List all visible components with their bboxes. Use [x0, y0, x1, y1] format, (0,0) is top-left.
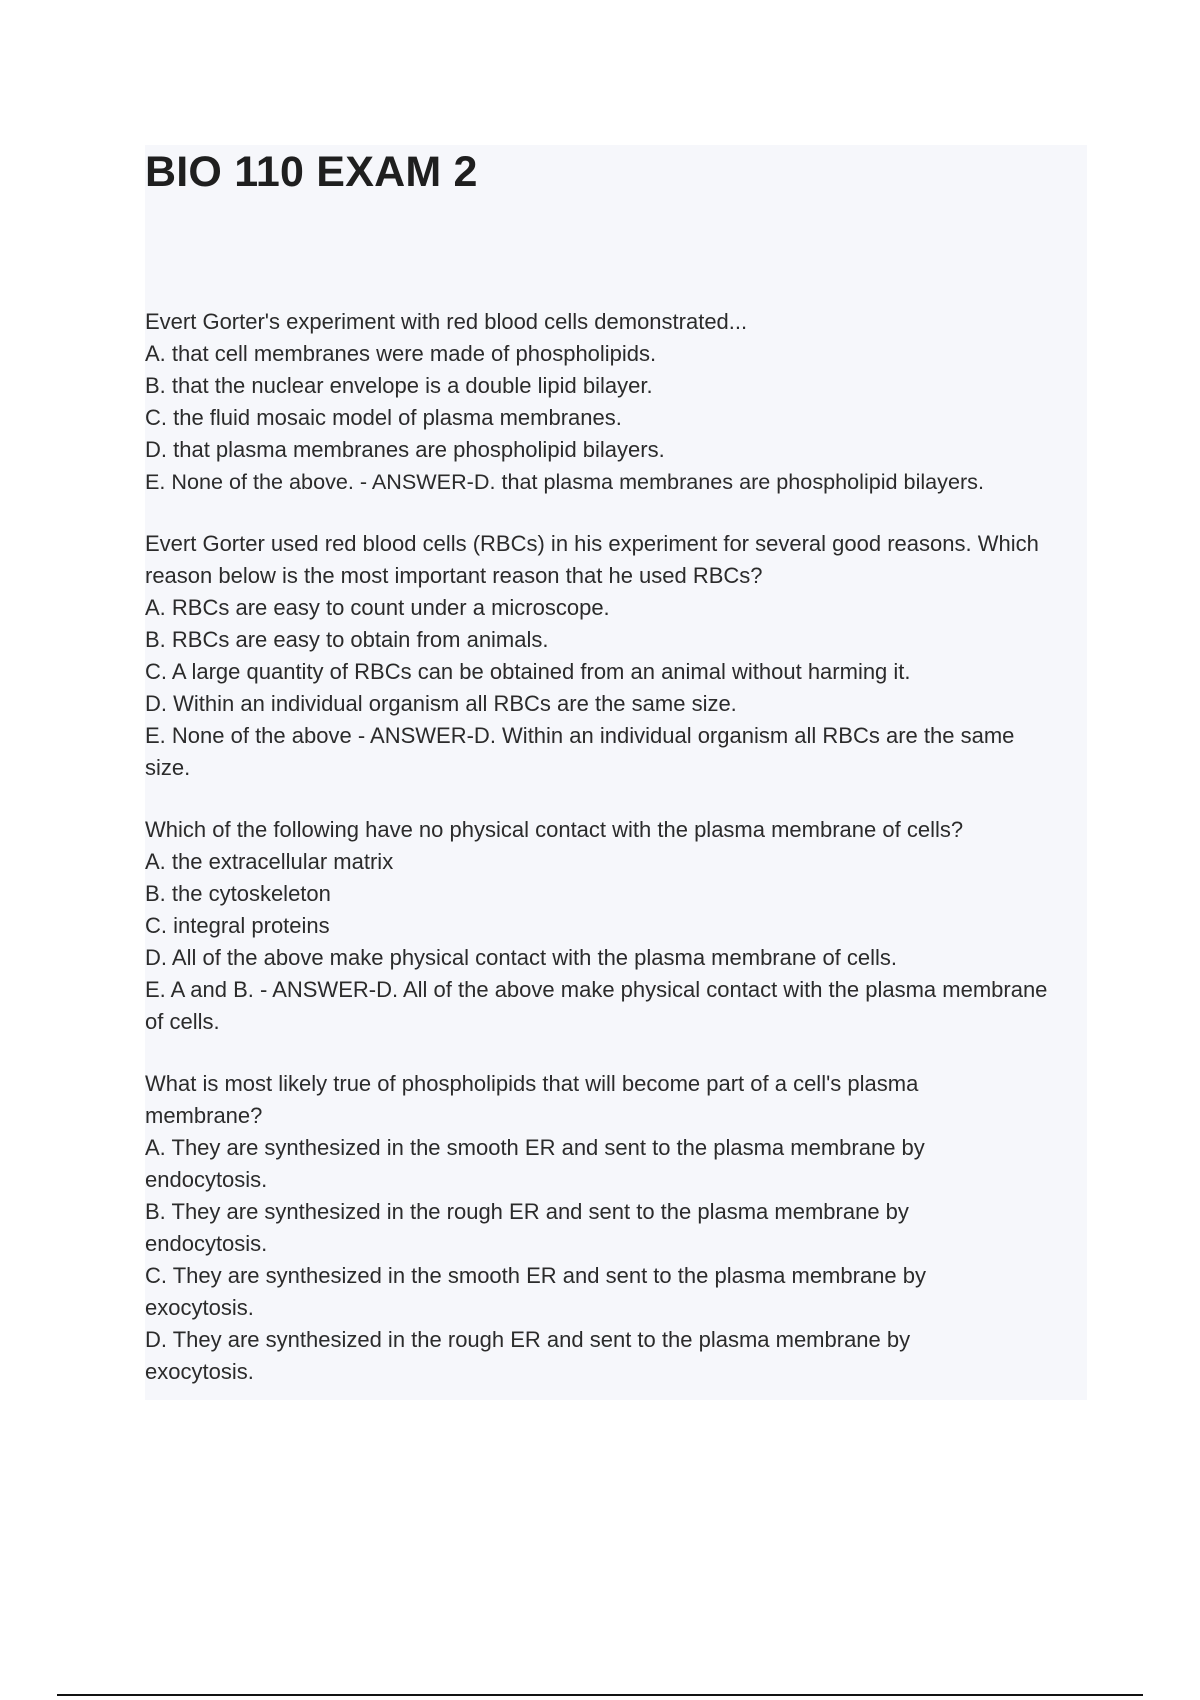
answer-option-with-answer: E. None of the above. - ANSWER-D. that plasma membranes are phospholipid bilayers. — [145, 469, 984, 494]
question-block — [145, 306, 1095, 498]
question-stem: Which of the following have no physical contact with the plasma membrane of cells? — [145, 817, 964, 842]
answer-option: A. that cell membranes were made of phospholipids. — [145, 341, 657, 366]
page-title: BIO 110 EXAM 2 — [145, 148, 478, 196]
question-stem: Evert Gorter used red blood cells (RBCs) in his experiment for several good reasons. Which reason below is the most important reason that he used RBCs? — [145, 531, 1039, 588]
footer-divider — [57, 1694, 1143, 1696]
answer-option: C. the fluid mosaic model of plasma membranes. — [145, 405, 622, 430]
answer-option: B. They are synthesized in the rough ER and sent to the plasma membrane by endocytosis. — [145, 1199, 909, 1256]
question-block — [145, 1068, 1025, 1388]
answer-option: D. All of the above make physical contact with the plasma membrane of cells. — [145, 945, 898, 970]
answer-option: A. They are synthesized in the smooth ER and sent to the plasma membrane by endocytosis. — [145, 1135, 925, 1192]
question-stem: Evert Gorter's experiment with red blood cells demonstrated... — [145, 309, 748, 334]
answer-option: C. A large quantity of RBCs can be obtained from an animal without harming it. — [145, 659, 911, 684]
question-stem: What is most likely true of phospholipids that will become part of a cell's plasma membrane? — [145, 1071, 919, 1128]
answer-option: C. integral proteins — [145, 913, 330, 938]
answer-option: D. Within an individual organism all RBCs are the same size. — [145, 691, 737, 716]
answer-option: D. that plasma membranes are phospholipid bilayers. — [145, 437, 665, 462]
question-block — [145, 528, 1065, 784]
answer-option: A. the extracellular matrix — [145, 849, 394, 874]
answer-option: B. the cytoskeleton — [145, 881, 331, 906]
question-block — [145, 814, 1065, 1038]
answer-option: D. They are synthesized in the rough ER and sent to the plasma membrane by exocytosis. — [145, 1327, 911, 1384]
answer-option-with-answer: E. None of the above - ANSWER-D. Within an individual organism all RBCs are the same size. — [145, 723, 1015, 780]
answer-option: B. that the nuclear envelope is a double lipid bilayer. — [145, 373, 653, 398]
answer-option: A. RBCs are easy to count under a microscope. — [145, 595, 610, 620]
answer-option-with-answer: E. A and B. - ANSWER-D. All of the above make physical contact with the plasma membrane of cells. — [145, 977, 1048, 1034]
question-list — [145, 306, 1095, 1418]
answer-option: C. They are synthesized in the smooth ER and sent to the plasma membrane by exocytosis. — [145, 1263, 926, 1320]
answer-option: B. RBCs are easy to obtain from animals. — [145, 627, 549, 652]
